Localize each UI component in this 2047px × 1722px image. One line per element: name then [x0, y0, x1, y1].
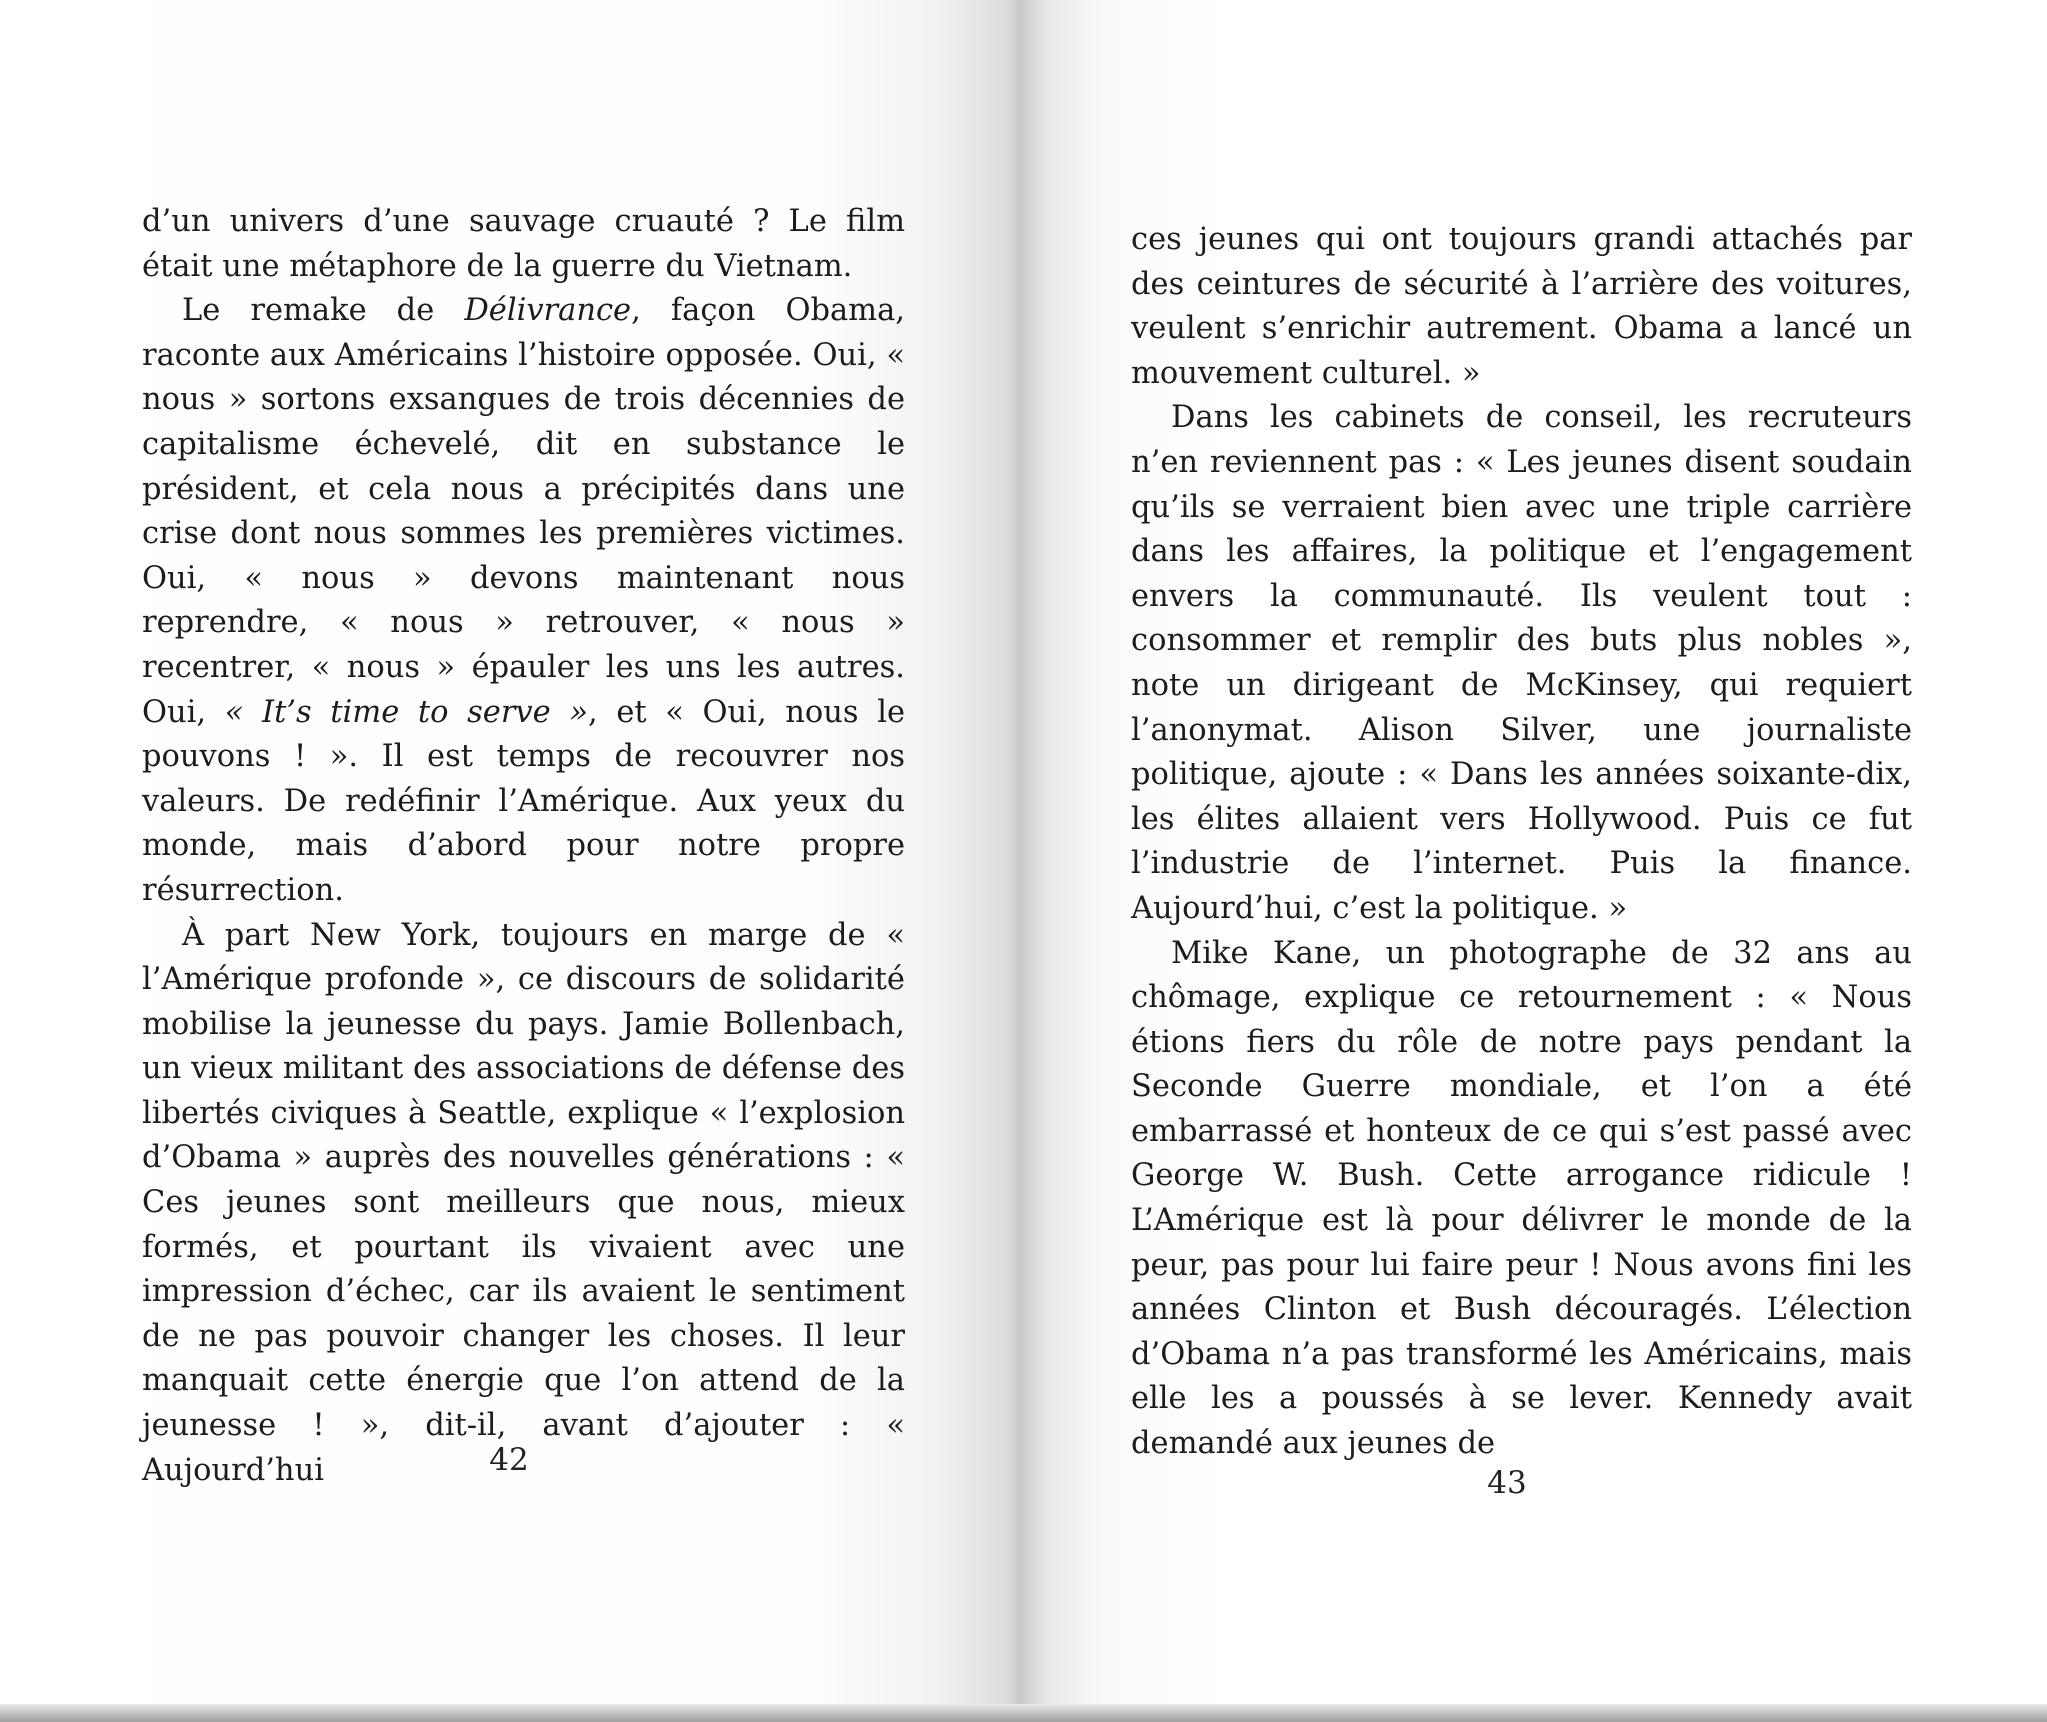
paragraph — [142, 289, 905, 913]
text-run: Dans les cabinets de conseil, les recruteurs n’en reviennent pas : « Les jeunes disent soudain qu’ils se verraient bien avec une triple carrière dans les affaires, la politique et l’engagement envers la communauté. Ils veulent tout : consommer et remplir des buts plus nobles », note un dirigeant de McKinsey, qui requiert l’anonymat. Alison Silver, une journaliste politique, ajoute : « Dans les années soixante-dix, les élites allaient vers Hollywood. Puis ce fut l’industrie de l’internet. Puis la finance. Aujourd’hui, c’est la politique. » — [1131, 400, 1912, 926]
text-run: ces jeunes qui ont toujours grandi attachés par des ceintures de sécurité à l’arrière des voitures, veulent s’enrichir autrement. Obama a lancé un mouvement culturel. » — [1131, 222, 1912, 391]
text-run: Mike Kane, un photographe de 32 ans au chômage, explique ce retournement : « Nous étions fiers du rôle de notre pays pendant la Seconde Guerre mondiale, et l’on a été embarrassé et honteux de ce qui s’est passé avec George W. Bush. Cette arrogance ridicule ! L’Amérique est là pour délivrer le monde de la peur, pas pour lui faire peur ! Nous avons fini les années Clinton et Bush découragés. L’élection d’Obama n’a pas transformé les Américains, mais elle les a poussés à se lever. Kennedy avait demandé aux jeunes de — [1131, 935, 1912, 1462]
left-page-text — [142, 200, 905, 1493]
italic-text: Délivrance — [464, 293, 632, 329]
paragraph — [1131, 218, 1912, 396]
italic-text: « It’s time to serve » — [224, 694, 588, 730]
left-page-number: 42 — [489, 1442, 529, 1478]
scanner-bottom-edge — [0, 1704, 2047, 1722]
text-run: , façon Obama, raconte aux Américains l’histoire opposée. Oui, « nous » sortons exsangues de trois décennies de capitalisme échevelé, dit en substance le président, et cela nous a précipités dans une crise dont nous sommes les premières victimes. Oui, « nous » devons maintenant nous reprendre, « nous » retrouver, « nous » recentrer, « nous » épauler les uns les autres. Oui, — [142, 293, 905, 730]
paragraph — [142, 914, 905, 1494]
paragraph — [142, 200, 905, 289]
text-run: , et « Oui, nous le pouvons ! ». Il est temps de recouvrer nos valeurs. De redéfinir l’Amérique. Aux yeux du monde, mais d’abord pour notre propre résurrection. — [142, 694, 905, 908]
text-run: Le remake de — [182, 293, 465, 329]
right-page-number: 43 — [1487, 1465, 1527, 1501]
text-run: d’un univers d’une sauvage cruauté ? Le film était une métaphore de la guerre du Vietnam. — [142, 204, 905, 284]
text-run: À part New York, toujours en marge de « l’Amérique profonde », ce discours de solidarité mobilise la jeunesse du pays. Jamie Bollenbach, un vieux militant des associations de défense des libertés civiques à Seattle, explique « l’explosion d’Obama » auprès des nouvelles générations : « Ces jeunes sont meilleurs que nous, mieux formés, et pourtant ils vivaient avec une impression d’échec, car ils avaient le sentiment de ne pas pouvoir changer les choses. Il leur manquait cette énergie que l’on attend de la jeunesse ! », dit-il, avant d’ajouter : « Aujourd’hui — [142, 917, 905, 1488]
paragraph — [1131, 932, 1912, 1467]
right-page-text — [1131, 218, 1912, 1467]
paragraph — [1131, 396, 1912, 931]
